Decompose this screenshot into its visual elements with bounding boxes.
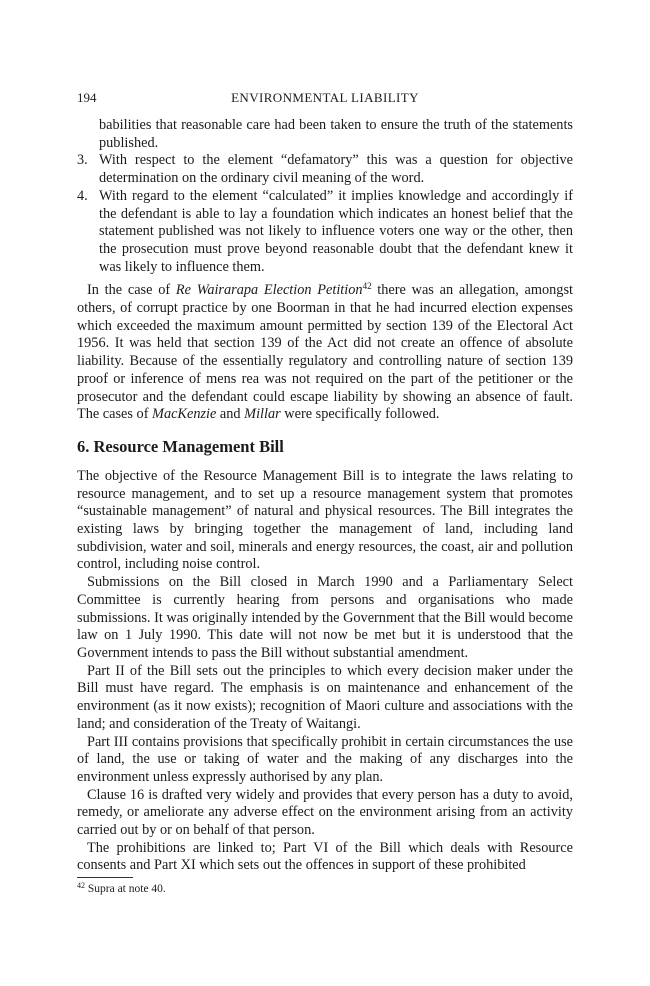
- paragraph-text: In the case of: [87, 282, 176, 299]
- paragraph: Clause 16 is drafted very widely and provides that every person has a duty to avoid, remedy, or ameliorate any adverse effect on the environment arising from an activity carried out by or on behalf of that person.: [77, 786, 573, 839]
- footnote-divider: [77, 877, 133, 878]
- case-name: Re Wairarapa Election Petition: [175, 282, 363, 299]
- running-title: ENVIRONMENTAL LIABILITY: [231, 90, 419, 105]
- paragraph-text: and: [216, 406, 245, 423]
- case-name: Millar: [244, 406, 281, 423]
- list-item-4: [77, 188, 573, 277]
- footnote-text: Supra at note 40.: [87, 883, 166, 895]
- list-item-text: With respect to the element “defamatory” this was a question for objective determination on the ordinary civil meaning of the word.: [99, 152, 573, 187]
- list-item-number: 4.: [77, 187, 88, 204]
- paragraph: The prohibitions are linked to; Part VI of the Bill which deals with Resource consents and Part XI which sets out the offences in support of these prohibited: [77, 839, 573, 874]
- list-item-number: 3.: [77, 152, 88, 169]
- paragraph: The objective of the Resource Management Bill is to integrate the laws relating to resource management, and to set up a resource management system that promotes “sustainable management” of natural and physical resources. The Bill integrates the existing laws by bringing together the management of land, including land subdivision, water and soil, minerals and energy resources, the coast, air and pollution control, including noise control.: [77, 467, 573, 573]
- paragraph-text: there was an allegation, amongst others, of corrupt practice by one Boorman in that he had incurred election expenses which exceeded the maximum amount permitted by section 139 of the Electoral Act 1956. It was held that section 139 of the Act did not create an offence of absolute liability. Because of the essentially regulatory and controlling nature of section 139 proof or inference of mens rea was not required on the part of the petitioner or the prosecutor and the defendant could escape liability by showing an absence of fault. The cases of: [77, 282, 573, 423]
- footnote-number: 42: [77, 881, 85, 890]
- list-item-continued: [77, 117, 573, 152]
- list-item-text: babilities that reasonable care had been taken to ensure the truth of the statements published.: [99, 117, 573, 151]
- footnote-ref: 42: [362, 281, 372, 292]
- body-text: [77, 117, 573, 875]
- paragraph: Submissions on the Bill closed in March 1990 and a Parliamentary Select Committee is currently hearing from persons and organisations who made submissions. It was originally intended by the Government that the Bill would become law on 1 July 1990. This date will not now be met but it is understood that the Government intends to pass the Bill without substantial amendment.: [77, 574, 573, 661]
- paragraph-wairarapa: [77, 282, 573, 424]
- paragraph: Part II of the Bill sets out the principles to which every decision maker under the Bill must have regard. The emphasis is on maintenance and enhancement of the environment (as it now exists); recognition of Maori culture and associations with the land; and consideration of the Treaty of Waitangi.: [77, 662, 573, 732]
- paragraph: Part III contains provisions that specifically prohibit in certain circumstances the use of land, the use or taking of water and the making of any discharges into the environment unless expressly authorised by any plan.: [77, 733, 573, 785]
- running-header: [77, 89, 573, 107]
- page-number: 194: [77, 90, 97, 105]
- footnote: [77, 882, 166, 897]
- section-heading: 6. Resource Management Bill: [77, 436, 284, 456]
- list-item-3: [77, 152, 573, 187]
- list-item-text: With regard to the element “calculated” it implies knowledge and accordingly if the defendant is able to lay a foundation which indicates an honest belief that the statement published was not likely to influence voters one way or the other, then the prosecution must prove beyond reasonable doubt that the defendant knew it was likely to influence them.: [99, 187, 573, 275]
- paragraph-text: were specifically followed.: [280, 406, 440, 423]
- case-name: MacKenzie: [152, 406, 217, 423]
